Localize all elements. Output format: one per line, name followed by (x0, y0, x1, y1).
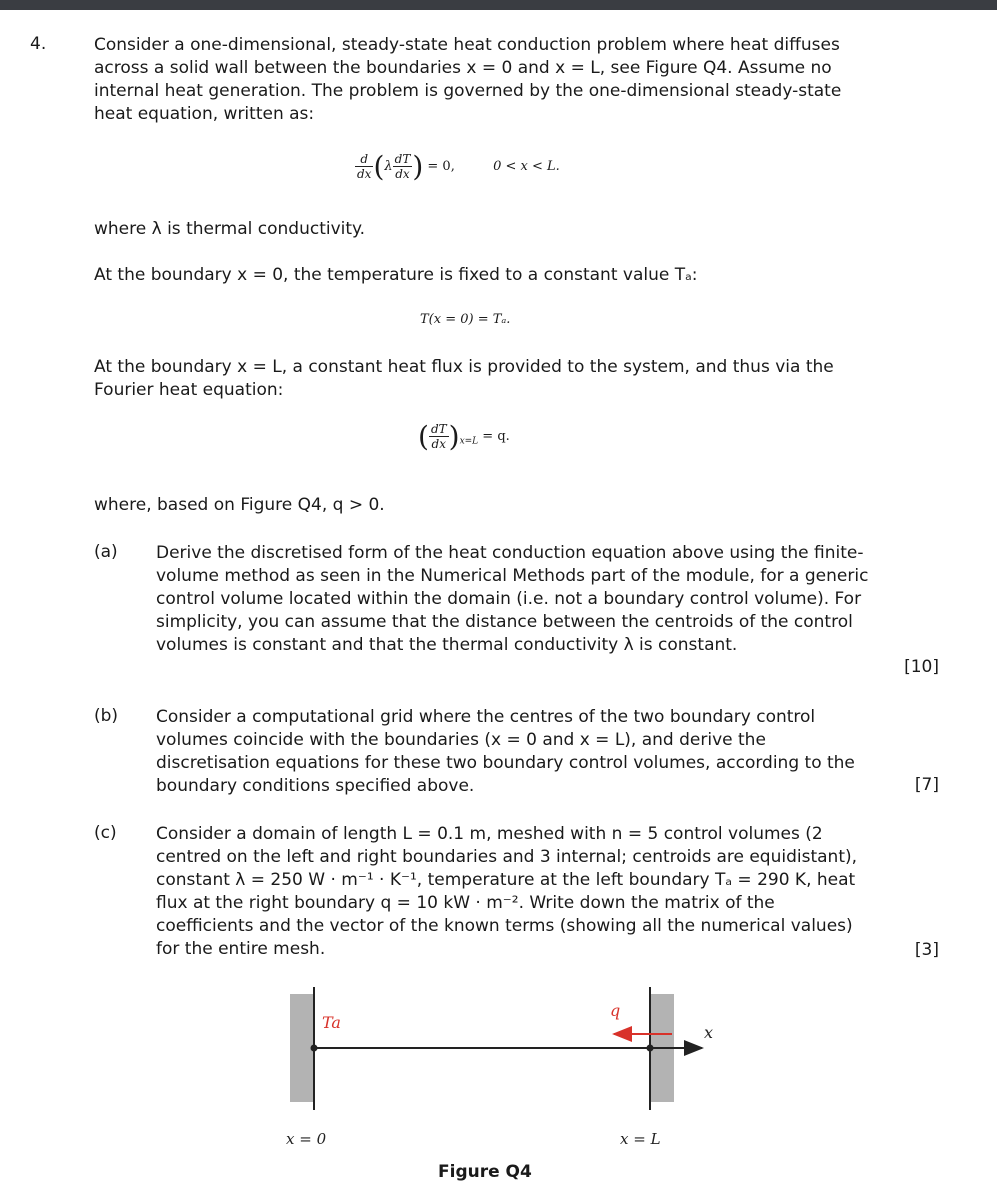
bc2-text: At the boundary x = L, a constant heat flux is provided to the system, and thus via the Fourier heat equation: (94, 357, 834, 400)
label-xl: x = L (620, 1130, 661, 1148)
heat-equation: $\frac{d}{dx}$ (λ $\frac{dT}{dx}$ ) = 0, 0 < x < L. (357, 150, 560, 183)
part-c-text: Consider a domain of length L = 0.1 m, meshed with n = 5 control volumes (2 centred on the left and right boundaries and 3 internal; centroids are equidistant), constant λ = 250 W · m⁻¹ · K⁻¹, temperature at the left boundary Tₐ = 290 K, heat flux at the right boundary q = 10 kW · m⁻². Write down the matrix of the coefficients and the vector of the known terms (showing all the numerical values) for the entire mesh. (156, 824, 858, 959)
top-bar (0, 0, 997, 10)
right-node (647, 1045, 654, 1052)
bc1-text: At the boundary x = 0, the temperature is fixed to a constant value Tₐ: (94, 265, 698, 285)
part-a-label: (a) (94, 542, 118, 562)
d-dx-fraction: $\frac{d}{dx}$ (357, 152, 372, 181)
label-x-axis: x (704, 1023, 714, 1042)
figure-q4 (270, 982, 740, 1161)
bc2-equation: ( $\frac{dT}{dx}$ )$_{x=L} = q$. (418, 420, 510, 453)
dT-dx-fraction: $\frac{dT}{dx}$ (394, 152, 411, 181)
figure-q4-svg (270, 982, 740, 1157)
part-b-label: (b) (94, 706, 119, 726)
label-q: q (610, 1001, 621, 1020)
bc1-equation: T(x = 0) = Tₐ. (420, 312, 511, 327)
label-ta: Ta (322, 1013, 341, 1032)
question-intro: Consider a one-dimensional, steady-state heat conduction problem where heat diffuses across a solid wall between the boundaries x = 0 and x = L, see Figure Q4. Assume no internal heat generation. The problem is governed by the one-dimensional steady-state heat equation, written as: (94, 35, 842, 124)
where-lambda: where λ is thermal conductivity. (94, 219, 366, 239)
part-a-marks: [10] (904, 657, 939, 677)
part-a-text: Derive the discretised form of the heat conduction equation above using the finite-volume method as seen in the Numerical Methods part of the module, for a generic control volume located within the domain (i.e. not a boundary control volume). For simplicity, you can assume that the distance between the centroids of the control volumes is constant and that the thermal conductivity λ is constant. (156, 543, 869, 655)
question-number: 4. (30, 34, 47, 54)
bc2-fraction: $\frac{dT}{dx}$ (430, 422, 447, 451)
figure-caption: Figure Q4 (438, 1162, 532, 1182)
part-c-marks: [3] (914, 940, 939, 960)
where-q: where, based on Figure Q4, q > 0. (94, 495, 385, 515)
heat-equation-domain: 0 < x < L. (493, 159, 560, 174)
left-wall (290, 994, 314, 1102)
part-b-marks: [7] (914, 775, 939, 795)
heat-equation-rhs: = 0, (427, 159, 455, 174)
part-c-label: (c) (94, 823, 117, 843)
bc2-rhs: = q. (482, 429, 510, 444)
label-x0: x = 0 (286, 1130, 327, 1148)
left-node (311, 1045, 318, 1052)
part-b-text: Consider a computational grid where the centres of the two boundary control volumes coincide with the boundaries (x = 0 and x = L), and derive the discretisation equations for these two boundary control volumes, according to the boundary conditions specified above. (156, 707, 855, 796)
